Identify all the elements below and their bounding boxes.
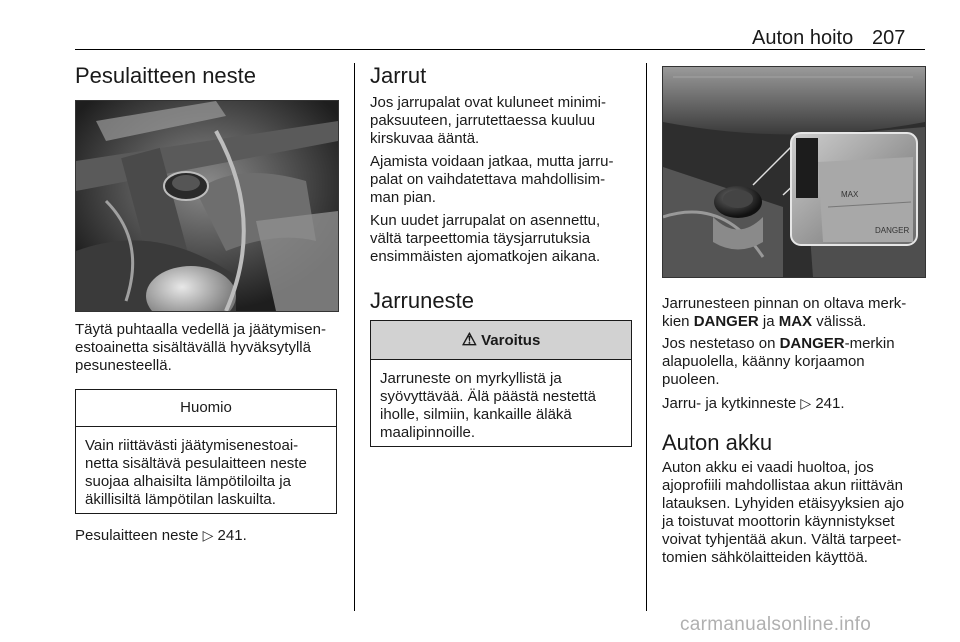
- note-box: [75, 389, 337, 514]
- text-line: Auton akku ei vaadi huoltoa, jos: [662, 459, 874, 476]
- brakes-paragraph-2: [370, 153, 613, 207]
- warning-box-title: Varoitus: [481, 332, 541, 349]
- text-line: alapuolella, käänny korjaamon: [662, 353, 865, 370]
- text-span: ja: [758, 313, 779, 330]
- section-heading-brake-fluid: Jarruneste: [370, 288, 474, 313]
- text-line: Ajamista voidaan jatkaa, mutta jarru-: [370, 153, 614, 170]
- warning-box: [370, 320, 632, 447]
- brake-fluid-paragraph-2: [662, 335, 895, 389]
- section-heading-washer-fluid: Pesulaitteen neste: [75, 63, 257, 88]
- text-line: Vain riittävästi jäätymisenestoai-: [85, 437, 299, 454]
- inset-max-label: MAX: [841, 190, 859, 199]
- text-line: ja toistuvat moottorin käynnistykset: [662, 513, 895, 530]
- running-header-title: Auton hoito: [752, 27, 854, 49]
- battery-paragraph: [662, 459, 904, 567]
- max-mark-text: MAX: [778, 313, 813, 330]
- text-line: Kun uudet jarrupalat on asennettu,: [370, 212, 601, 229]
- ref-text: Pesulaitteen neste: [75, 527, 199, 544]
- note-box-title: Huomio: [76, 390, 336, 427]
- section-heading-brakes: Jarrut: [370, 63, 427, 88]
- text-line: ajoprofiili mahdollistaa akun riittävän: [662, 477, 903, 494]
- warning-box-body: [371, 360, 631, 452]
- text-line: maalipinnoille.: [380, 424, 476, 441]
- text-line: iholle, silmiin, kankaille äläkä: [380, 406, 572, 423]
- text-line: [662, 313, 906, 331]
- text-line: kirskuvaa ääntä.: [370, 130, 480, 147]
- text-line: puoleen.: [662, 371, 720, 388]
- text-line: syövyttävää. Älä päästä nestettä: [380, 388, 596, 405]
- watermark: carmanualsonline.info: [680, 614, 872, 635]
- text-line: äkillisiltä lämpötilan laskuilta.: [85, 491, 276, 508]
- text-line: palat on vaihdatettava mahdollisim-: [370, 171, 606, 188]
- cross-reference-washer[interactable]: [75, 526, 247, 545]
- header-rule: [75, 49, 925, 50]
- text-span: kien: [662, 313, 694, 330]
- text-line: man pian.: [370, 189, 436, 206]
- text-line: vältä tarpeettomia täysjarrutuksia: [370, 230, 591, 247]
- text-line: ensimmäisten ajomatkojen aikana.: [370, 248, 601, 265]
- text-line: Jarruneste on myrkyllistä ja: [380, 370, 562, 387]
- page-number: 207: [872, 27, 906, 49]
- text-line: Jos jarrupalat ovat kuluneet minimi-: [370, 94, 606, 111]
- text-line: pesunesteellä.: [75, 357, 172, 374]
- text-line: tomien sähkölaitteiden käyttöä.: [662, 549, 868, 566]
- text-line: suojaa alhaisilta lämpötiloilta ja: [85, 473, 291, 490]
- text-line: voivat tyhjentää akun. Vältä tarpeet-: [662, 531, 902, 548]
- text-line: Täytä puhtaalla vedellä ja jäätymisen-: [75, 321, 326, 338]
- brake-reservoir-illustration: [663, 67, 925, 277]
- text-line: latauksen. Lyhyiden etäisyyksien ajo: [662, 495, 905, 512]
- washer-fluid-photo: [75, 100, 339, 312]
- note-box-body: [76, 427, 336, 519]
- cross-reference-brake-fluid[interactable]: [662, 394, 845, 413]
- text-span: -merkin: [844, 335, 895, 352]
- inset-danger-label: DANGER: [875, 226, 910, 235]
- column-divider-1: [354, 63, 355, 611]
- brakes-paragraph-3: [370, 212, 600, 266]
- text-span: välissä.: [812, 313, 867, 330]
- page-ref-arrow-icon: ▷: [202, 527, 214, 543]
- danger-mark-text: DANGER: [693, 313, 759, 330]
- text-line: netta sisältävä pesulaitteen neste: [85, 455, 307, 472]
- text-span: Jos nestetaso on: [662, 335, 780, 352]
- brake-fluid-paragraph-1: [662, 295, 906, 331]
- page-ref-arrow-icon: ▷: [800, 395, 812, 411]
- danger-mark-text: DANGER: [779, 335, 845, 352]
- text-line: [662, 335, 895, 353]
- text-line: Jarrunesteen pinnan on oltava merk-: [662, 295, 907, 312]
- text-line: paksuuteen, jarrutettaessa kuuluu: [370, 112, 596, 129]
- washer-fluid-paragraph: [75, 321, 326, 375]
- ref-text: Jarru- ja kytkinneste: [662, 395, 797, 412]
- brakes-paragraph-1: [370, 94, 606, 148]
- ref-page: 241.: [217, 527, 247, 544]
- section-heading-battery: Auton akku: [662, 430, 773, 455]
- engine-bay-illustration: [76, 101, 338, 311]
- column-divider-2: [646, 63, 647, 611]
- brake-fluid-photo: [662, 66, 926, 278]
- warning-icon: ⚠: [461, 330, 477, 349]
- text-line: estoainetta sisältävällä hyväksytyllä: [75, 339, 311, 356]
- ref-page: 241.: [815, 395, 845, 412]
- warning-box-header: [371, 321, 631, 360]
